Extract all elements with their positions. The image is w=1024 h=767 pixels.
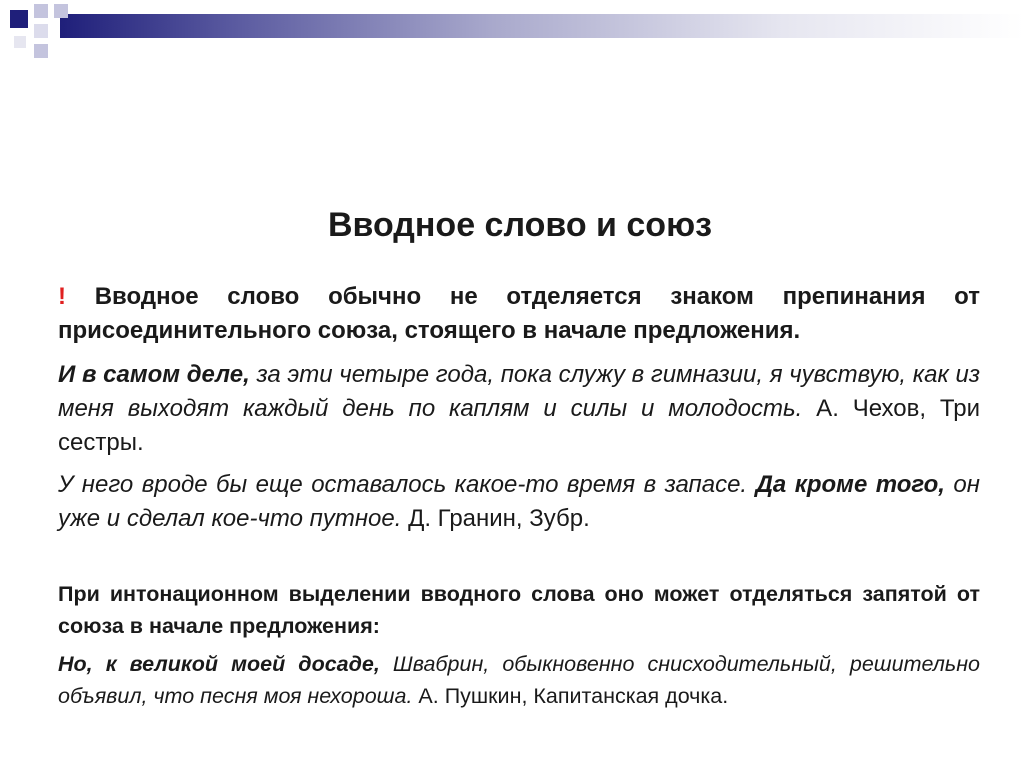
decor-square xyxy=(54,4,68,18)
slide-title: Вводное слово и союз xyxy=(327,206,713,244)
decor-square xyxy=(14,36,26,48)
intro-phrase: И в самом деле, xyxy=(58,361,250,388)
example-chekhov xyxy=(58,358,980,460)
example-lead: У него вроде бы еще оставалось какое-то время в запасе. xyxy=(58,471,756,498)
slide-content xyxy=(58,280,980,712)
example-text: Швабрин, обыкновенно снисходительный, решительно объявил, что песня моя нехороша. xyxy=(58,652,980,708)
example-source: А. Чехов, Три сестры. xyxy=(58,395,980,456)
example-text: он уже и сделал кое-что путное. xyxy=(58,471,980,532)
decor-square xyxy=(10,10,28,28)
example-text: за эти четыре года, пока служу в гимназии, я чувствую, как из меня выходят каждый день по каплям и силы и молодость. xyxy=(58,361,981,422)
intro-phrase: Но, к великой моей досаде, xyxy=(58,652,380,676)
decor-square xyxy=(34,4,48,18)
example-source: А. Пушкин, Капитанская дочка. xyxy=(412,684,729,708)
example-pushkin xyxy=(58,648,980,712)
decor-square xyxy=(34,24,48,38)
rule-paragraph xyxy=(58,280,980,348)
exclamation-mark: ! xyxy=(58,283,66,310)
note-paragraph: При интонационном выделении вводного слова оно может отделяться запятой от союза в начале предложения: xyxy=(58,582,980,638)
example-granin xyxy=(58,468,980,536)
header-gradient-bar xyxy=(60,14,1024,38)
rule-text: Вводное слово обычно не отделяется знаком препинания от присоединительного союза, стоящего в начале предложения. xyxy=(58,283,980,344)
intro-phrase: Да кроме того, xyxy=(755,471,945,498)
example-source: Д. Гранин, Зубр. xyxy=(401,505,590,532)
decor-square xyxy=(34,44,48,58)
